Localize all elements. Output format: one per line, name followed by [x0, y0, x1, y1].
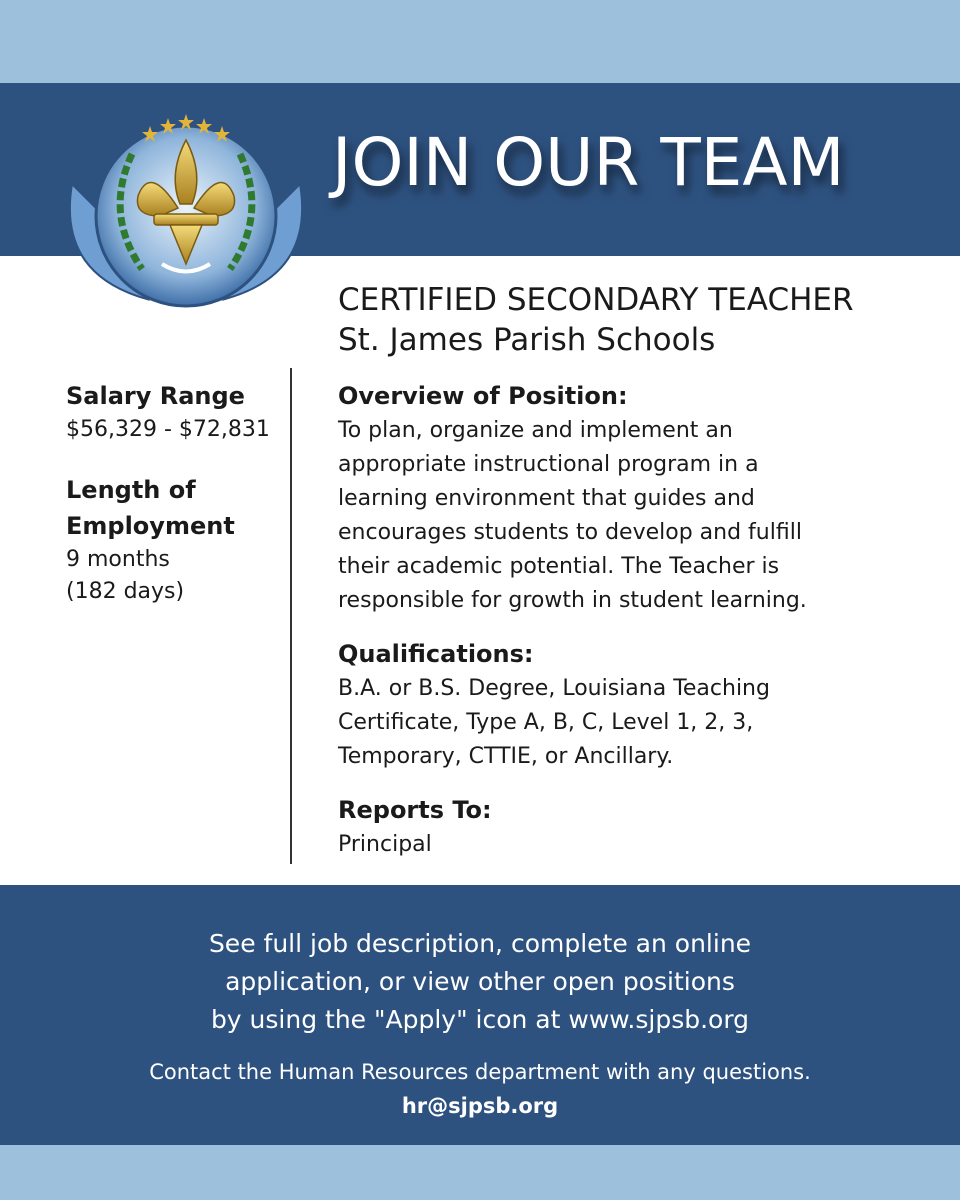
fleur-de-lis-crest-icon — [62, 104, 310, 324]
footer-line: by using the "Apply" icon at www.sjpsb.org — [210, 1005, 750, 1034]
overview-heading: Overview of Position: — [338, 382, 628, 410]
top-light-band — [0, 0, 960, 83]
footer-line: application, or view other open positions — [225, 967, 735, 996]
job-title-block — [338, 280, 854, 360]
organization-name: St. James Parish Schools — [338, 322, 716, 358]
job-title: CERTIFIED SECONDARY TEACHER — [338, 282, 854, 318]
overview-line: responsible for growth in student learning. — [338, 588, 807, 613]
length-block — [66, 472, 286, 608]
overview-line: encourages students to develop and fulfill — [338, 520, 802, 545]
overview-line: To plan, organize and implement an — [338, 418, 733, 443]
vertical-divider — [290, 368, 292, 864]
reports-to-value: Principal — [338, 832, 432, 857]
footer-line: See full job description, complete an online — [208, 929, 752, 958]
headline: JOIN OUR TEAM — [332, 124, 845, 201]
bottom-light-band — [0, 1145, 960, 1200]
reports-to-heading: Reports To: — [338, 796, 492, 824]
contact-text: Contact the Human Resources department with any questions. — [149, 1060, 811, 1084]
overview-line: learning environment that guides and — [338, 486, 755, 511]
qualifications-line: Temporary, CTTIE, or Ancillary. — [338, 744, 674, 769]
footer-contact-block — [0, 1055, 960, 1123]
length-label-line1: Length of — [66, 476, 196, 504]
qualifications-heading: Qualifications: — [338, 640, 534, 668]
qualifications-line: B.A. or B.S. Degree, Louisiana Teaching — [338, 676, 770, 701]
overview-line: their academic potential. The Teacher is — [338, 554, 780, 579]
overview-section — [338, 378, 938, 618]
contact-email: hr@sjpsb.org — [401, 1094, 559, 1118]
salary-block — [66, 378, 286, 446]
length-label-line2: Employment — [66, 512, 235, 540]
qualifications-section — [338, 636, 938, 774]
length-value-line1: 9 months — [66, 547, 170, 572]
footer-banner — [0, 885, 960, 1145]
salary-label: Salary Range — [66, 382, 245, 410]
reports-to-section — [338, 792, 938, 862]
qualifications-line: Certificate, Type A, B, C, Level 1, 2, 3, — [338, 710, 754, 735]
sidebar — [66, 378, 286, 634]
main-content — [338, 378, 938, 880]
footer-instructions — [0, 925, 960, 1039]
overview-line: appropriate instructional program in a — [338, 452, 759, 477]
salary-value: $56,329 - $72,831 — [66, 417, 270, 442]
length-value-line2: (182 days) — [66, 579, 185, 604]
